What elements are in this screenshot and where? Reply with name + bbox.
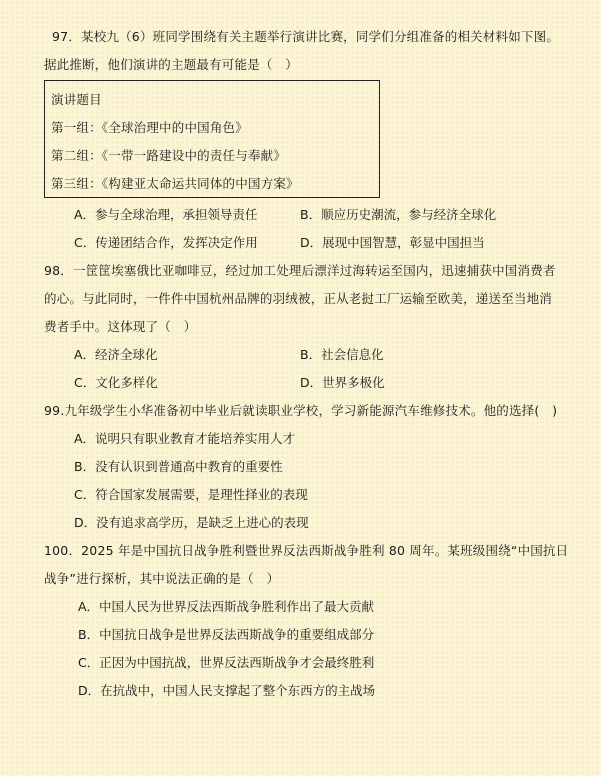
q99-option-b[interactable]: B．没有认识到普通高中教育的重要性 (74, 459, 283, 474)
q97-box-group3: 第三组：《构建亚太命运共同体的中国方案》 (51, 176, 299, 191)
q97-option-b[interactable]: B．顺应历史潮流，参与经济全球化 (300, 207, 497, 222)
q100-option-c[interactable]: C．正因为中国抗战，世界反法西斯战争才会最终胜利 (78, 655, 375, 670)
q100-option-a[interactable]: A．中国人民为世界反法西斯战争胜利作出了最大贡献 (78, 599, 375, 614)
q99-option-c[interactable]: C．符合国家发展需要，是理性择业的表现 (74, 487, 308, 502)
q97-stem-line1: 97．某校九（6）班同学围绕有关主题举行演讲比赛，同学们分组准备的相关材料如下图。 (52, 29, 560, 44)
q99-option-d[interactable]: D．没有追求高学历，是缺乏上进心的表现 (74, 515, 309, 530)
q98-option-d[interactable]: D．世界多极化 (300, 375, 385, 390)
q97-box-group2: 第二组：《一带一路建设中的责任与奉献》 (51, 148, 287, 163)
q97-box-group1: 第一组：《全球治理中的中国角色》 (51, 120, 248, 135)
q97-option-d[interactable]: D．展现中国智慧，彰显中国担当 (300, 235, 485, 250)
q100-option-d[interactable]: D．在抗战中，中国人民支撑起了整个东西方的主战场 (78, 683, 376, 698)
q98-stem-line1: 98．一筐筐埃塞俄比亚咖啡豆，经过加工处理后漂洋过海转运至国内，迅速捕获中国消费者 (44, 263, 556, 278)
q100-stem-line2: 战争”进行探析，其中说法正确的是（ ） (44, 571, 280, 586)
q97-material-box (44, 80, 380, 198)
q97-box-title: 演讲题目 (51, 92, 102, 107)
q98-option-b[interactable]: B．社会信息化 (300, 347, 384, 362)
q99-stem-line1: 99.九年级学生小华准备初中毕业后就读职业学校，学习新能源汽车维修技术。他的选择( ) (44, 403, 558, 418)
q98-option-a[interactable]: A．经济全球化 (74, 347, 158, 362)
q97-option-a[interactable]: A．参与全球治理，承担领导责任 (74, 207, 258, 222)
q97-option-c[interactable]: C．传递团结合作，发挥决定作用 (74, 235, 258, 250)
q98-stem-line3: 费者手中。这体现了（ ） (44, 319, 197, 334)
q99-option-a[interactable]: A．说明只有职业教育才能培养实用人才 (74, 431, 296, 446)
q100-option-b[interactable]: B．中国抗日战争是世界反法西斯战争的重要组成部分 (78, 627, 375, 642)
q97-stem-line2: 据此推断，他们演讲的主题最有可能是（ ） (44, 57, 299, 72)
q100-stem-line1: 100．2025 年是中国抗日战争胜利暨世界反法西斯战争胜利 80 周年。某班级围绕“中国抗日 (44, 543, 569, 558)
q98-option-c[interactable]: C．文化多样化 (74, 375, 158, 390)
q98-stem-line2: 的心。与此同时，一件件中国杭州品牌的羽绒被，正从老挝工厂运输至欧美，递送至当地消 (44, 291, 553, 306)
